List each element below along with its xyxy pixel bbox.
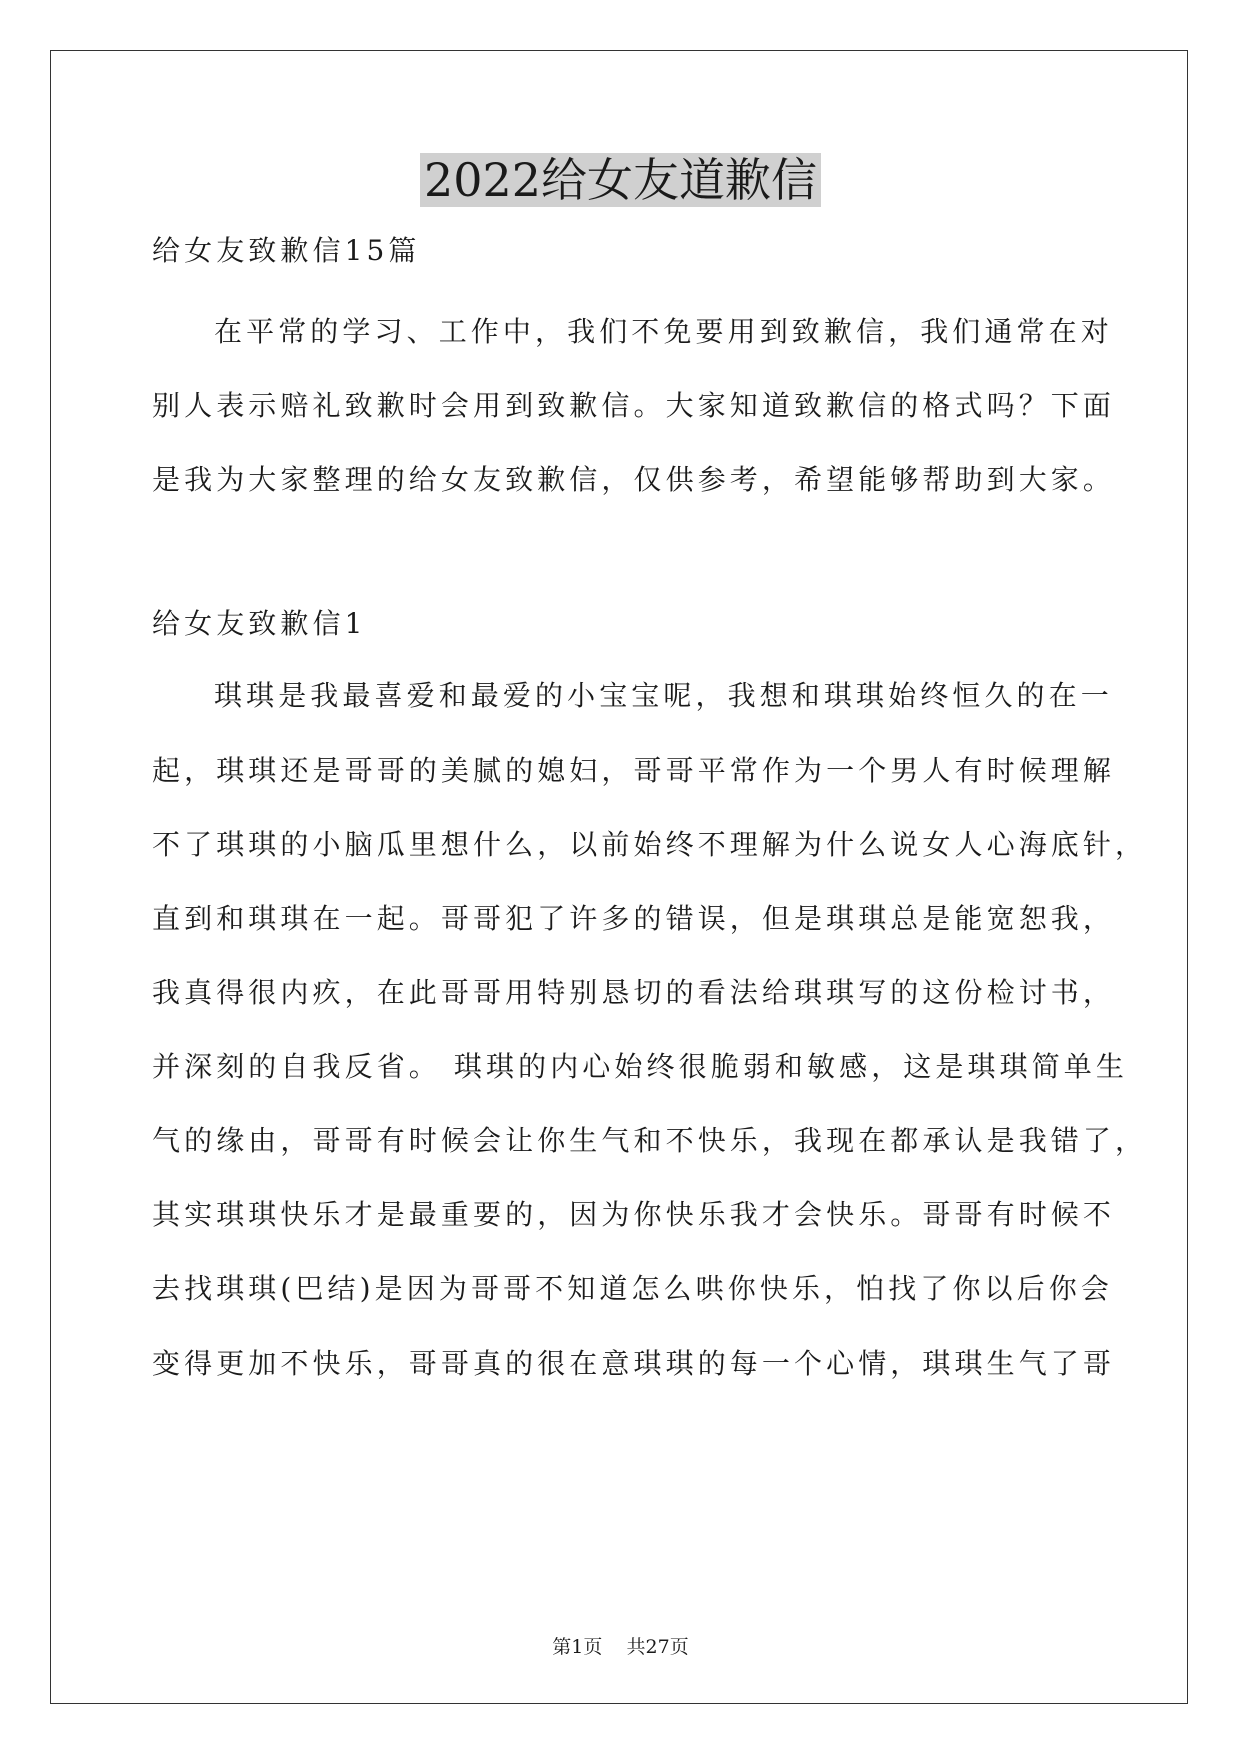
- paragraph-line: 直到和琪琪在一起。哥哥犯了许多的错误，但是琪琪总是能宽恕我，: [152, 902, 1116, 935]
- paragraph-line: 气的缘由，哥哥有时候会让你生气和不快乐，我现在都承认是我错了，: [152, 1124, 1148, 1157]
- page-footer: 第1页 共27页: [552, 1636, 689, 1658]
- paragraph-line: 变得更加不快乐，哥哥真的很在意琪琪的每一个心情，琪琪生气了哥: [152, 1347, 1116, 1380]
- paragraph-line: 我真得很内疚，在此哥哥用特别恳切的看法给琪琪写的这份检讨书，: [152, 976, 1116, 1009]
- paragraph-line: 去找琪琪(巴结)是因为哥哥不知道怎么哄你快乐，怕找了你以后你会: [152, 1272, 1113, 1305]
- section-heading: 给女友致歉信15篇: [152, 234, 421, 267]
- paragraph-line: 不了琪琪的小脑瓜里想什么，以前始终不理解为什么说女人心海底针，: [152, 828, 1148, 861]
- paragraph-line: 其实琪琪快乐才是最重要的，因为你快乐我才会快乐。哥哥有时候不: [152, 1198, 1116, 1231]
- paragraph-line: 别人表示赔礼致歉时会用到致歉信。大家知道致歉信的格式吗？下面: [152, 389, 1116, 422]
- paragraph-line: 起，琪琪还是哥哥的美腻的媳妇，哥哥平常作为一个男人有时候理解: [152, 754, 1116, 787]
- paragraph-line: 琪琪是我最喜爱和最爱的小宝宝呢，我想和琪琪始终恒久的在一: [214, 679, 1113, 712]
- page-border: [50, 50, 1188, 1704]
- section-heading: 给女友致歉信1: [152, 607, 367, 640]
- document-title: 2022给女友道歉信: [0, 150, 1241, 210]
- paragraph-line: 在平常的学习、工作中，我们不免要用到致歉信，我们通常在对: [214, 315, 1113, 348]
- paragraph-line: 是我为大家整理的给女友致歉信，仅供参考，希望能够帮助到大家。: [152, 463, 1116, 496]
- paragraph-line: 并深刻的自我反省。 琪琪的内心始终很脆弱和敏感，这是琪琪简单生: [152, 1050, 1129, 1083]
